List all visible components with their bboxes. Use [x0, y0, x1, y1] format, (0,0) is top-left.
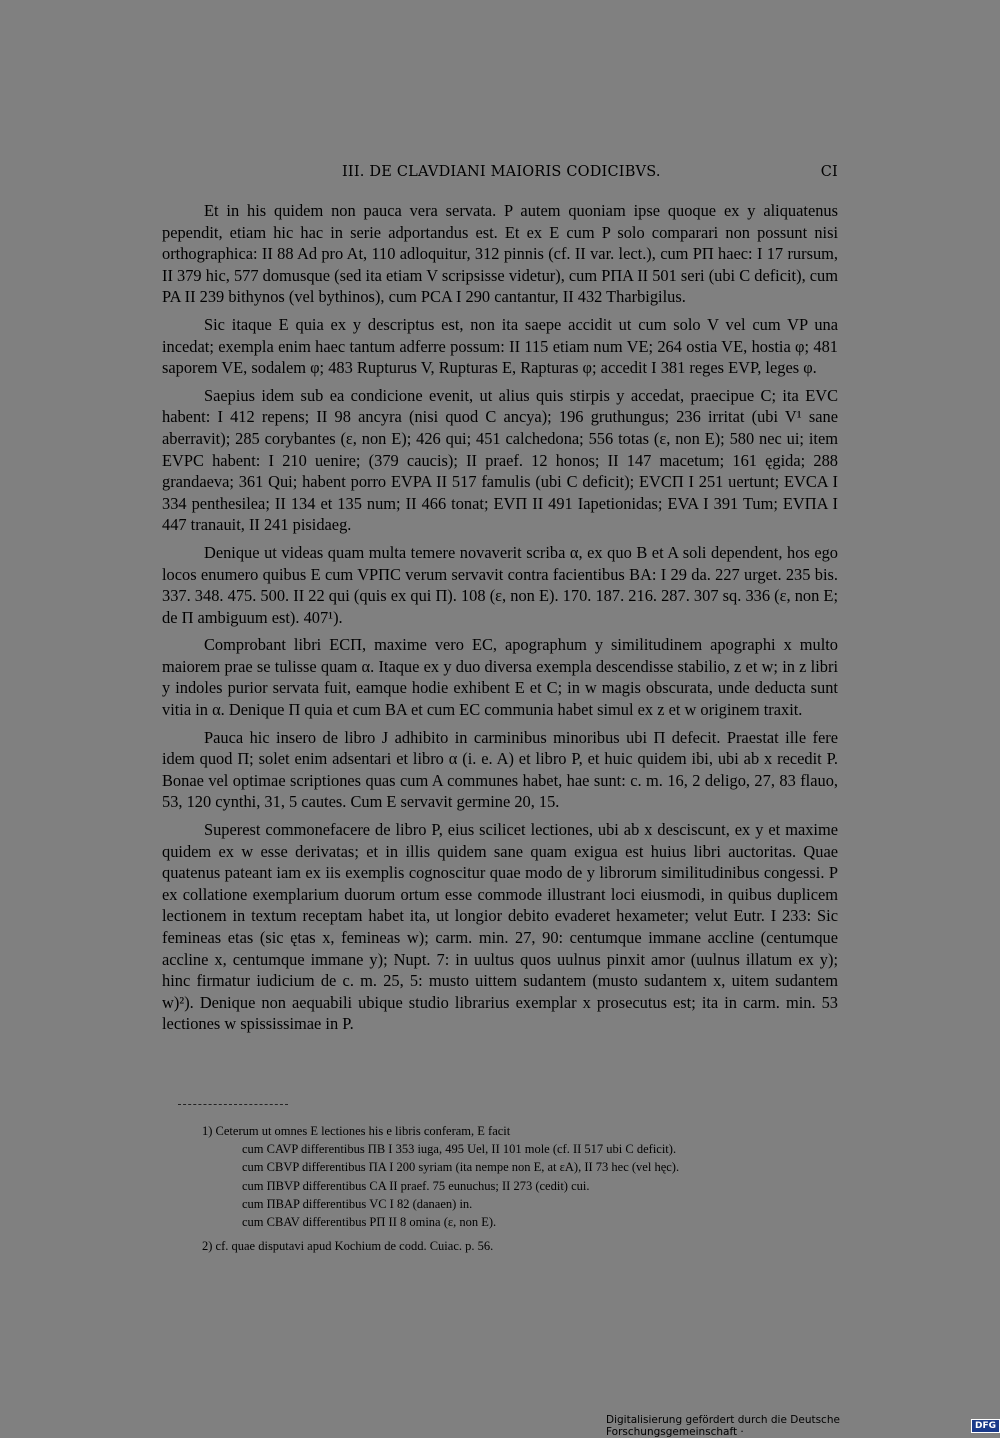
footnote-2: 2) cf. quae disputavi apud Kochium de codd. Cuiac. p. 56.	[202, 1239, 494, 1254]
page-number: CI	[820, 164, 838, 180]
paragraph: Comprobant libri EСΠ, maxime vero EC, apographum y similitudinem apographi x multo maiorem prae se tulisse quam α. Itaque ex y duo diversa exempla descendisse stabilio, z et w; in z libri y indoles purior servata fuit, eamque hodie exhibent E et C; in w magis obscurata, unde deducta sunt vitia in α. Denique Π quia et cum BA et cum EC communia habet simul ex z et w originem traxit.	[162, 635, 838, 720]
paragraph: Sic itaque E quia ex y descriptus est, non ita saepe accidit ut cum solo V vel cum VP una incedat; exempla enim haec tantum adferre possum: II 115 etiam num VE; 264 ostia VE, hostia φ; 481 saporem VE, sodalem φ; 483 Rupturus V, Rupturas E, Rapturas φ; accedit I 381 reges EVP, leges φ.	[162, 314, 838, 378]
paragraph: Denique ut videas quam multa temere novaverit scriba α, ex quo B et A soli dependent, hos ego locos enumero quibus E cum VPΠC verum servavit contra facientibus BA: I 29 da. 227 urget. 235 bis. 337. 348. 475. 500. II 22 qui (quis ex qui Π). 108 (ε, non E). 170. 187. 216. 287. 307 sq. 336 (ε, non E; de Π ambiguum est). 407¹).	[162, 542, 838, 627]
footnote-1-line: cum CBVP differentibus ΠA I 200 syriam (ita nempe non E, at εA), II 73 hec (vel hęc).	[242, 1160, 680, 1175]
funding-credit-text: Digitalisierung gefördert durch die Deutsche Forschungsgemeinschaft ·	[606, 1414, 840, 1438]
footnote-1-line: cum ΠBAP differentibus VC I 82 (danaen) in.	[242, 1196, 473, 1211]
funding-credit	[606, 1414, 1000, 1438]
footnote-1-intro: 1) Ceterum ut omnes E lectiones his e libris conferam, E facit	[202, 1124, 511, 1138]
footnotes	[202, 1122, 838, 1255]
main-text	[162, 200, 838, 1041]
footnote-divider	[178, 1104, 288, 1105]
header-title: III. DE CLAVDIANI MAIORIS CODICIBVS.	[342, 164, 661, 180]
footnote-1-line: cum CBAV differentibus PΠ II 8 omina (ε, non E).	[242, 1215, 497, 1230]
paragraph: Saepius idem sub ea condicione evenit, ut alius quis stirpis y accedat, praecipue C; ita EVC habent: I 412 repens; II 98 ancyra (nisi quod C ancya); 196 gruthungus; 236 irritat (ubi V¹ sane aberravit); 285 corybantes (ε, non E); 426 qui; 451 calchedona; 556 totas (ε, non E); 580 nec ui; item EVPC habent: I 210 uenire; (379 caucis); II praef. 12 honos; II 147 macetum; 161 ęgida; 288 grandaeva; 361 Qui; habent porro EVPA II 517 famulis (ubi C deficit); EVCΠ I 251 uertunt; EVCA I 334 penthesilea; II 134 et 135 num; II 466 tonat; EVΠ II 491 Iapetionidas; EVA I 391 Tum; EVΠA I 447 tranauit, II 241 pisidaeg.	[162, 385, 838, 535]
paragraph: Et in his quidem non pauca vera servata. P autem quoniam ipse quoque ex y aliquatenus pependit, etiam hic hac in serie adportandus est. Et ex E cum P solo comparari non possunt nisi orthographica: II 88 Ad pro At, 110 adloquitur, 312 pinnis (cf. II var. lect.), cum PΠ haec: I 17 rursum, II 379 hic, 577 domusque (sed ita etiam V scripsisse videtur), cum PΠA II 501 seri (ubi C deficit), cum PA II 239 bithynos (vel bythinos), cum PCA I 290 cantantur, II 432 Tharbigilus.	[162, 201, 838, 307]
dfg-logo: DFG	[971, 1419, 1000, 1433]
paragraph: Pauca hic insero de libro J adhibito in carminibus minoribus ubi Π defecit. Praestat ille fere idem quod Π; solet enim adsentari et libro α (i. e. A) et libro P, et huic quidem ibi, ubi ab x recedit P. Bonae vel optimae scriptiones quas cum A communes habet, hae sunt: c. m. 16, 2 deligo, 27, 83 flauo, 53, 120 cynthi, 31, 5 cautes. Cum E servavit germine 20, 15.	[162, 727, 838, 812]
footnote-1-line: cum ΠBVP differentibus CA II praef. 75 eunuchus; II 273 (cedit) cui.	[242, 1178, 590, 1193]
footnote-1-line: cum CAVP differentibus ΠB I 353 iuga, 495 Uel, II 101 mole (cf. II 517 ubi C deficit).	[242, 1142, 677, 1157]
paragraph: Superest commonefacere de libro P, eius scilicet lectiones, ubi ab x desciscunt, ex y et maxime quidem ex w esse derivatas; et in illis quidem sane quam exigua est huius libri auctoritas. Quae quatenus pateant iam ex iis exemplis cognoscitur quae modo de y librorum similitudinibus congessi. P ex collatione exemplarium duorum ortum esse commode illustrant loci eiusmodi, in quibus duplicem lectionem in textum receptam habet ita, ut longior debito evaderet hexameter; velut Eutr. I 233: Sic femineas etas (sic ętas x, femineas w); carm. min. 27, 90: centumque immane accline (centumque accline x, centumque immane y); Nupt. 7: in uultus quos uulnus pinxit amor (uulnus illatum ex y); hinc firmatur iudicium de c. m. 25, 5: musto uittem sudantem (musto sudantem x, uitem sudantem w)²). Denique non aequabili ubique studio librarius exemplar x prosecutus est; ita in carm. min. 53 lectiones w spississimae in P.	[162, 820, 838, 1034]
